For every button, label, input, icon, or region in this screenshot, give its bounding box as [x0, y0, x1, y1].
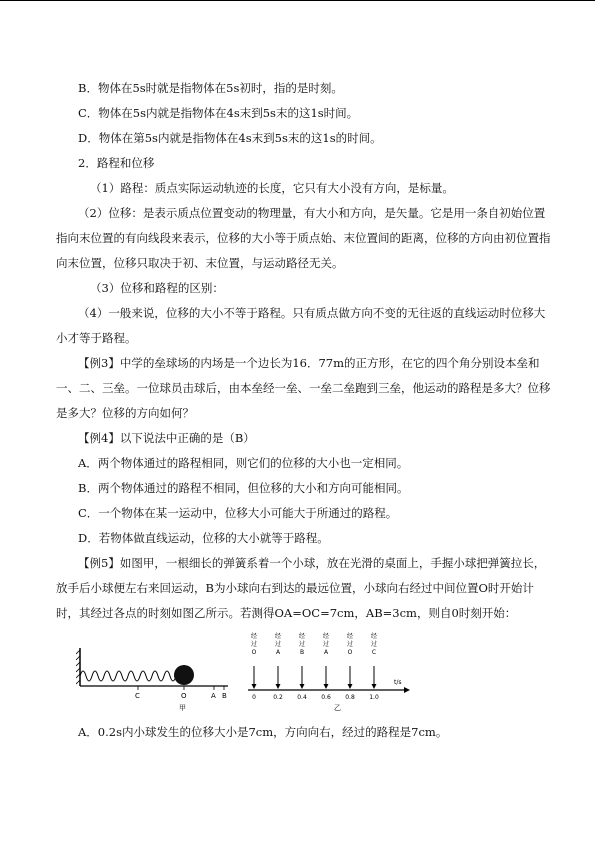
example-3: 【例3】中学的垒球场的内场是一个边长为16．77m的正方形，在它的四个角分别设本垒和一、二、三垒。一位球员击球后，由本垒经一垒、一垒二垒跑到三垒，他运动的路程是多大？位移是多大？位移的方向如何？	[56, 356, 551, 420]
timeline-tick-label: 1.0	[369, 694, 379, 701]
timeline-event-label: 经过 O	[250, 633, 258, 656]
example-4-option-b: B．两个物体通过的路程不相同，但位移的大小和方向可能相同。	[78, 481, 409, 495]
option-c-line: C．物体在5s内就是指物体在4s末到5s末的这1s时间。	[78, 106, 359, 120]
caption-jia: 甲	[179, 704, 186, 712]
label-b: B	[222, 692, 227, 700]
difference-paragraph: （4）一般来说，位移的大小不等于路程。只有质点做方向不变的无往返的直线运动时位移大小才等于路程。	[56, 306, 546, 345]
example-4-stem: 【例4】以下说法中正确的是（B）	[78, 431, 255, 445]
timeline-event-label: 经过 O	[346, 633, 354, 656]
displacement-definition: （2）位移：是表示质点位置变动的物理量，有大小和方向，是矢量。它是用一条自初始位置指向末位置的有向线段来表示，位移的大小等于质点始、末位置间的距离，位移的方向由初位置指向末位置，位移只取决于初、末位置，与运动路径无关。	[56, 206, 551, 270]
section-heading: 2．路程和位移	[78, 156, 155, 170]
figure-row	[56, 630, 556, 720]
difference-heading: （3）位移和路程的区别：	[90, 281, 224, 295]
label-o: O	[181, 692, 187, 700]
timeline-arrowhead	[300, 684, 305, 689]
option-d-line: D．物体在第5s内就是指物体在4s末到5s末的这1s的时间。	[78, 131, 382, 145]
option-b-line: B．物体在5s时就是指物体在5s初时，指的是时刻。	[78, 81, 343, 95]
timeline-tick-label: 0.8	[345, 694, 355, 701]
timeline-event-label: 经过 A	[274, 633, 282, 656]
example-5-stem: 【例5】如图甲，一根细长的弹簧系着一个小球，放在光滑的桌面上，手握小球把弹簧拉长，放手后小球便左右来回运动，B为小球向右到达的最远位置，小球向右经过中间位置O时开始计时，其经过各点的时刻如图乙所示。若测得OA=OC=7cm，AB=3cm，则自0时刻开始：	[56, 556, 546, 620]
timeline-arrowhead	[252, 684, 257, 689]
figure-timeline	[244, 630, 414, 714]
timeline-event-label: 经过 C	[370, 633, 378, 656]
example-4-option-d: D．若物体做直线运动，位移的大小就等于路程。	[78, 531, 329, 545]
timeline-tick-label: 0.4	[297, 694, 307, 701]
document-body	[56, 76, 556, 745]
ball-icon	[174, 665, 194, 685]
example-5-option-a: A．0.2s内小球发生的位移大小是7cm，方向向右，经过的路程是7cm。	[78, 725, 448, 739]
caption-yi: 乙	[334, 704, 341, 712]
timeline-tick-label: 0.6	[321, 694, 331, 701]
timeline-arrowhead	[324, 684, 329, 689]
timeline-arrowhead	[276, 684, 281, 689]
label-c: C	[135, 692, 140, 700]
timeline-tick-label: 0.2	[273, 694, 283, 701]
timeline-arrowhead	[348, 684, 353, 689]
label-a: A	[211, 692, 216, 700]
example-4-option-c: C．一个物体在某一运动中，位移大小可能大于所通过的路程。	[78, 506, 398, 520]
axis-unit: t/s	[394, 679, 402, 686]
example-4-option-a: A．两个物体通过的路程相同，则它们的位移的大小也一定相同。	[78, 456, 409, 470]
spring-icon	[80, 671, 176, 681]
timeline-tick-label: 0	[252, 694, 256, 701]
timeline-event-label: 经过 A	[322, 633, 330, 656]
timeline-event-label: 经过 B	[298, 633, 306, 656]
top-rule	[0, 0, 595, 1]
timeline-arrowhead	[372, 684, 377, 689]
path-definition: （1）路程：质点实际运动轨迹的长度，它只有大小没有方向，是标量。	[90, 181, 454, 195]
figure-spring-diagram	[76, 642, 236, 712]
